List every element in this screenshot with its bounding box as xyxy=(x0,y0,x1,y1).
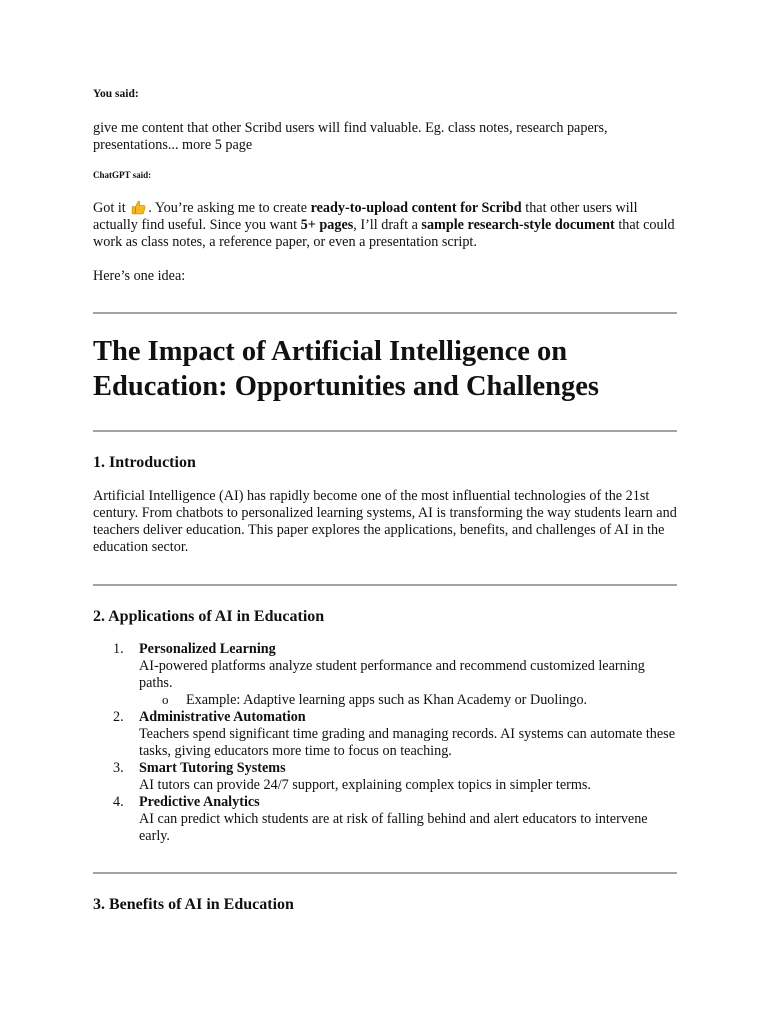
chatgpt-said-label: ChatGPT said: xyxy=(93,170,152,180)
reply-part-1: . You’re asking me to create xyxy=(148,200,311,216)
introduction-paragraph: Artificial Intelligence (AI) has rapidly become one of the most influential technologies of the 21st century. From chatbots to personalized learning systems, AI is transforming the way students learn and teachers deliver education. This paper explores the applications, benefits, and challenges of AI in the education sector. xyxy=(93,488,677,555)
section-heading-applications: 2. Applications of AI in Education xyxy=(93,608,325,625)
section-heading-benefits: 3. Benefits of AI in Education xyxy=(93,896,294,913)
list-item-number: 2. xyxy=(113,709,124,725)
list-item xyxy=(93,641,677,692)
assistant-reply-paragraph xyxy=(93,200,677,251)
list-item-description: Teachers spend significant time grading and managing records. AI systems can automate these tasks, giving educators more time to focus on teaching. xyxy=(139,726,675,759)
reply-part-2: that other users will actually find useful. Since you want xyxy=(93,200,638,233)
list-item-number: 1. xyxy=(113,641,124,657)
reply-bold-3: sample research-style document xyxy=(421,217,615,233)
list-item-title: Predictive Analytics xyxy=(139,794,260,810)
list-item-description: AI-powered platforms analyze student performance and recommend customized learning paths. xyxy=(139,658,645,691)
divider xyxy=(93,312,677,314)
thumbs-up-icon xyxy=(131,200,146,215)
you-said-label: You said: xyxy=(93,88,139,100)
divider xyxy=(93,430,677,432)
reply-bold-2: 5+ pages xyxy=(300,217,354,233)
list-item xyxy=(93,760,677,794)
list-item-number: 3. xyxy=(113,760,124,776)
list-item-description: AI can predict which students are at risk of falling behind and alert educators to intervene early. xyxy=(139,811,648,844)
list-item-number: 4. xyxy=(113,794,124,810)
list-item-title: Administrative Automation xyxy=(139,709,306,725)
sub-list-item xyxy=(93,692,677,709)
list-item xyxy=(93,709,677,760)
reply-bold-1: ready-to-upload content for Scribd xyxy=(310,200,522,216)
user-message: give me content that other Scribd users will find valuable. Eg. class notes, research papers, presentations... more 5 page xyxy=(93,120,608,153)
list-item-description: AI tutors can provide 24/7 support, explaining complex topics in simpler terms. xyxy=(139,777,591,793)
reply-got-it: Got it xyxy=(93,200,126,216)
list-item-title: Smart Tutoring Systems xyxy=(139,760,286,776)
section-heading-introduction: 1. Introduction xyxy=(93,454,196,471)
document-title: The Impact of Artificial Intelligence on Education: Opportunities and Challenges xyxy=(93,336,599,402)
sub-list-item-text: Example: Adaptive learning apps such as Khan Academy or Duolingo. xyxy=(186,692,588,708)
divider xyxy=(93,584,677,586)
list-item xyxy=(93,794,677,845)
applications-list xyxy=(93,641,677,845)
reply-part-4: that could work as class notes, a reference paper, or even a presentation script. xyxy=(93,217,675,250)
reply-intro-line: Here’s one idea: xyxy=(93,268,186,284)
divider xyxy=(93,872,677,874)
sub-bullet: o xyxy=(162,692,169,707)
reply-part-3: , I’ll draft a xyxy=(353,217,422,233)
list-item-title: Personalized Learning xyxy=(139,641,276,657)
